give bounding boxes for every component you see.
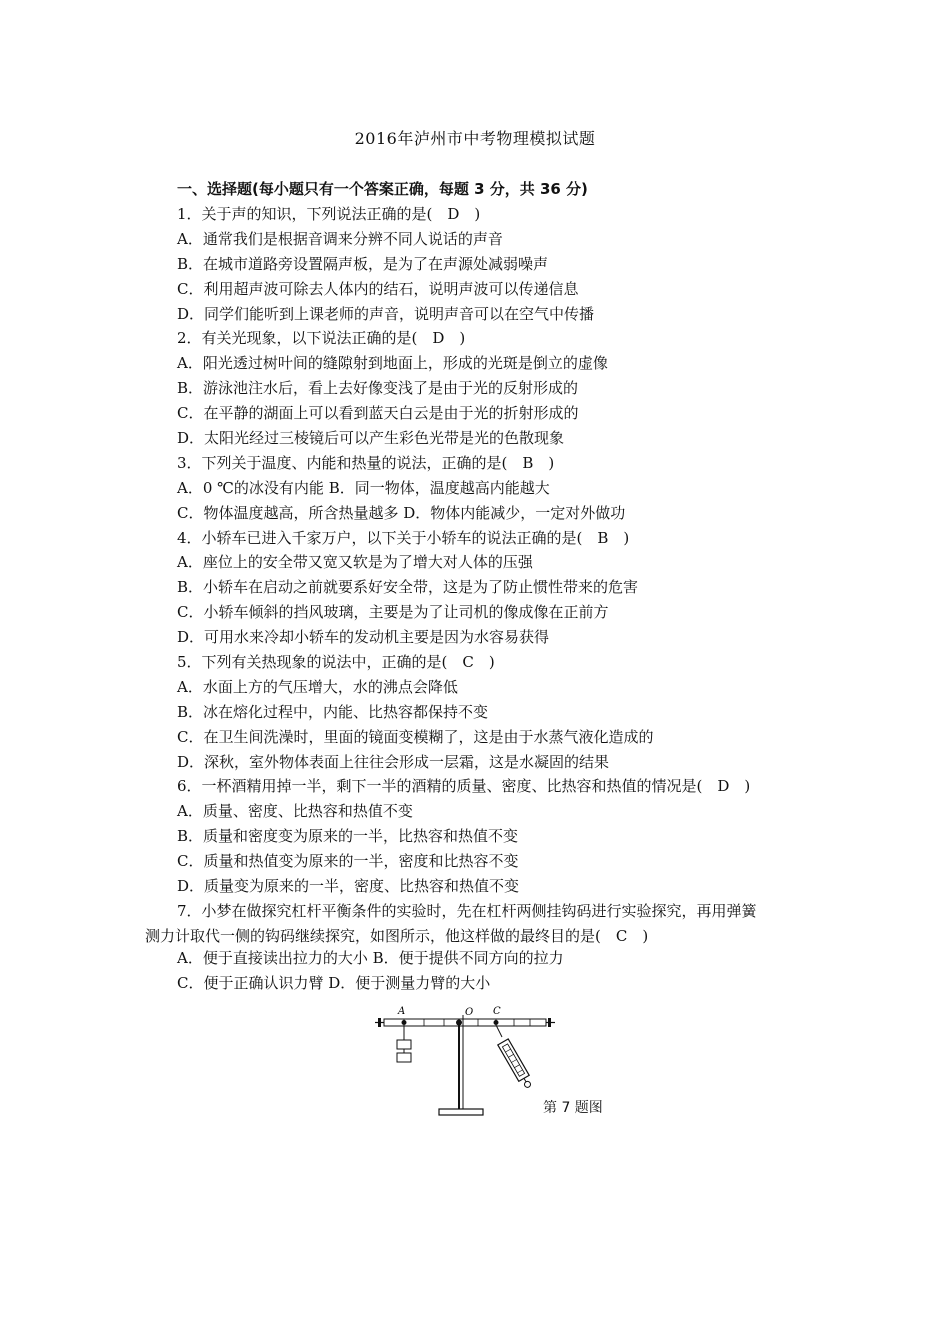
question-line: 4．小轿车已进入千家万户，以下关于小轿车的说法正确的是( B ) <box>177 528 630 547</box>
question-line: D．同学们能听到上课老师的声音，说明声音可以在空气中传播 <box>177 304 595 323</box>
question-line: D．质量变为原来的一半，密度、比热容和热值不变 <box>177 877 520 896</box>
hook-weight-1 <box>397 1040 411 1049</box>
question-7-stem <box>145 899 815 949</box>
question-7-line-2: 测力计取代一侧的钩码继续探究，如图所示，他这样做的最终目的是( C ) <box>145 926 649 945</box>
question-line: A．水面上方的气压增大，水的沸点会降低 <box>177 677 458 696</box>
question-line: B．冰在熔化过程中，内能、比热容都保持不变 <box>177 702 489 721</box>
question-line: 5．下列有关热现象的说法中，正确的是( C ) <box>177 653 495 672</box>
question-line: A．通常我们是根据音调来分辨不同人说话的声音 <box>177 229 503 248</box>
question-7-line-1: 7．小梦在做探究杠杆平衡条件的实验时，先在杠杆两侧挂钩码进行实验探究，再用弹簧 <box>177 902 757 920</box>
question-line: D．太阳光经过三棱镜后可以产生彩色光带是光的色散现象 <box>177 429 565 448</box>
question-line: C．在平静的湖面上可以看到蓝天白云是由于光的折射形成的 <box>177 404 579 423</box>
question-line: C．利用超声波可除去人体内的结石，说明声波可以传递信息 <box>177 279 579 298</box>
question-line: B．小轿车在启动之前就要系好安全带，这是为了防止惯性带来的危害 <box>177 578 639 597</box>
question-line: C．小轿车倾斜的挡风玻璃，主要是为了让司机的像成像在正前方 <box>177 603 609 622</box>
question-line: B．游泳池注水后，看上去好像变浅了是由于光的反射形成的 <box>177 379 579 398</box>
question-line: B．在城市道路旁设置隔声板，是为了在声源处减弱噪声 <box>177 254 549 273</box>
lever-bar <box>384 1019 546 1026</box>
label-a: A <box>398 1006 406 1017</box>
pivot-point <box>456 1020 462 1026</box>
label-c: C <box>493 1006 501 1017</box>
question-line: 1．关于声的知识，下列说法正确的是( D ) <box>177 205 481 223</box>
question-line: C．在卫生间洗澡时，里面的镜面变模糊了，这是由于水蒸气液化造成的 <box>177 727 654 746</box>
spring-scale <box>498 1039 534 1090</box>
question-line: D．深秋，室外物体表面上往往会形成一层霜，这是水凝固的结果 <box>177 752 610 771</box>
lever-figure <box>372 1003 652 1125</box>
question-line: B．质量和密度变为原来的一半，比热容和热值不变 <box>177 827 519 846</box>
page-title: 2016年泸州市中考物理模拟试题 <box>354 129 596 148</box>
question-list <box>177 202 817 899</box>
question-7-options <box>177 946 564 996</box>
question-line: C．质量和热值变为原来的一半，密度和比热容不变 <box>177 852 519 871</box>
hook-weight-2 <box>397 1053 411 1062</box>
section-heading: 一、选择题(每小题只有一个答案正确，每题 3 分，共 36 分) <box>177 180 588 198</box>
question-line: A．阳光透过树叶间的缝隙射到地面上，形成的光斑是倒立的虚像 <box>177 354 608 373</box>
question-line: D．可用水来冷却小轿车的发动机主要是因为水容易获得 <box>177 628 550 647</box>
stand-base <box>439 1109 483 1115</box>
question-7-option-ab: A．便于直接读出拉力的大小 B．便于提供不同方向的拉力 <box>177 949 564 967</box>
label-o: O <box>465 1007 474 1018</box>
question-line: C．物体温度越高，所含热量越多 D．物体内能减少，一定对外做功 <box>177 503 626 522</box>
figure-caption: 第 7 题图 <box>543 1100 603 1116</box>
question-line: A．0 ℃的冰没有内能 B．同一物体，温度越高内能越大 <box>177 478 550 497</box>
question-line: A．座位上的安全带又宽又软是为了增大对人体的压强 <box>177 553 533 572</box>
question-7-option-cd: C．便于正确认识力臂 D．便于测量力臂的大小 <box>177 973 491 992</box>
question-line: 6．一杯酒精用掉一半，剩下一半的酒精的质量、密度、比热容和热值的情况是( D ) <box>177 777 751 796</box>
question-line: 3．下列关于温度、内能和热量的说法，正确的是( B ) <box>177 453 555 472</box>
question-line: 2．有关光现象，以下说法正确的是( D ) <box>177 329 466 348</box>
question-line: A．质量、密度、比热容和热值不变 <box>177 802 413 821</box>
